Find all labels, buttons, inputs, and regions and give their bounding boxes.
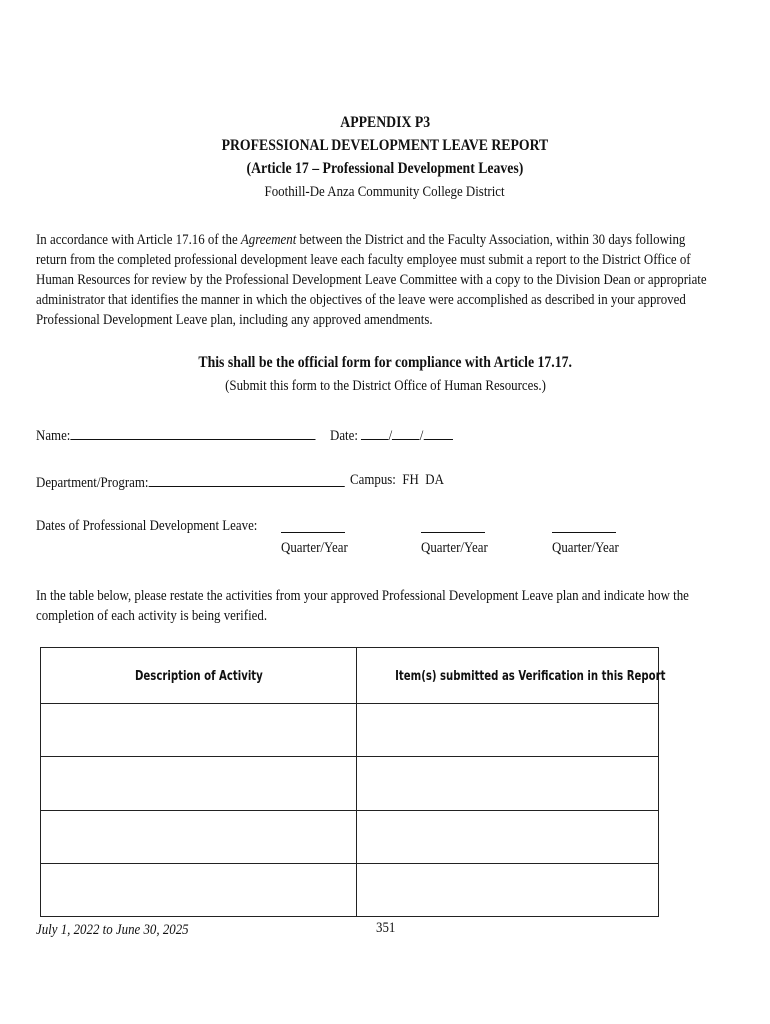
leave-date-line-2[interactable]: [421, 518, 485, 533]
activity-table: [40, 647, 666, 917]
appendix-label: APPENDIX P3: [340, 114, 430, 131]
footer-dates: July 1, 2022 to June 30, 2025: [36, 922, 189, 938]
department-field[interactable]: [36, 472, 395, 492]
table-row: [41, 704, 659, 757]
article-subtitle: (Article 17 – Professional Development Leaves): [246, 160, 524, 177]
page-number: 351: [376, 920, 396, 936]
activity-description-cell[interactable]: [41, 757, 357, 810]
table-header-row: [41, 648, 659, 704]
activity-description-cell[interactable]: [41, 863, 357, 916]
department-line[interactable]: [148, 472, 344, 487]
activity-description-cell[interactable]: [41, 810, 357, 863]
submit-note: (Submit this form to the District Office of Human Resources.): [224, 378, 546, 394]
district-name: Foothill-De Anza Community College District: [264, 184, 506, 200]
verification-cell[interactable]: [357, 704, 659, 757]
campus-label: Campus:: [350, 472, 396, 488]
table-row: [41, 757, 659, 810]
verification-cell[interactable]: [357, 810, 659, 863]
date-year-line[interactable]: [423, 425, 452, 440]
campus-field: [350, 472, 459, 489]
date-day-line[interactable]: [392, 425, 420, 440]
compliance-statement: This shall be the official form for compliance with Article 17.17.: [198, 354, 572, 371]
document-title: PROFESSIONAL DEVELOPMENT LEAVE REPORT: [221, 137, 549, 154]
campus-option-da[interactable]: DA: [425, 472, 444, 488]
verification-cell[interactable]: [357, 863, 659, 916]
quarter-year-label-2: Quarter/Year: [421, 540, 488, 556]
table-row: [41, 863, 659, 916]
name-line[interactable]: [70, 425, 315, 440]
verification-cell[interactable]: [357, 757, 659, 810]
name-field[interactable]: [36, 425, 361, 445]
date-field[interactable]: [330, 425, 473, 445]
date-separator: /: [388, 428, 393, 444]
activity-description-cell[interactable]: [41, 704, 357, 757]
leave-dates-label: Dates of Professional Development Leave:: [36, 518, 258, 534]
leave-date-line-3[interactable]: [552, 518, 616, 533]
name-label: Name:: [36, 428, 71, 444]
table-instructions: In the table below, please restate the activities from your approved Professional Development Leave plan and indicate how the completion of each activity is being verified.: [36, 588, 689, 624]
department-label: Department/Program:: [36, 475, 149, 491]
campus-option-fh[interactable]: FH: [402, 472, 419, 488]
header-verification: Item(s) submitted as Verification in this Report: [357, 648, 659, 704]
quarter-year-label-1: Quarter/Year: [281, 540, 348, 556]
leave-date-line-1[interactable]: [281, 518, 345, 533]
intro-paragraph: In accordance with Article 17.16 of the Agreement between the District and the Faculty Association, within 30 days following return from the completed professional development leave each faculty employee must submit a report to the District Office of Human Resources for review by the Professional Development Leave Committee with a copy to the Division Dean or appropriate administrator that identifies the manner in which the objectives of the leave were accomplished as described in your approved Professional Development Leave plan, including any approved amendments.: [36, 232, 707, 328]
table-row: [41, 810, 659, 863]
header-description: Description of Activity: [41, 648, 357, 704]
date-month-line[interactable]: [361, 425, 389, 440]
date-separator: /: [419, 428, 424, 444]
date-label: Date:: [330, 428, 358, 444]
quarter-year-label-3: Quarter/Year: [552, 540, 619, 556]
